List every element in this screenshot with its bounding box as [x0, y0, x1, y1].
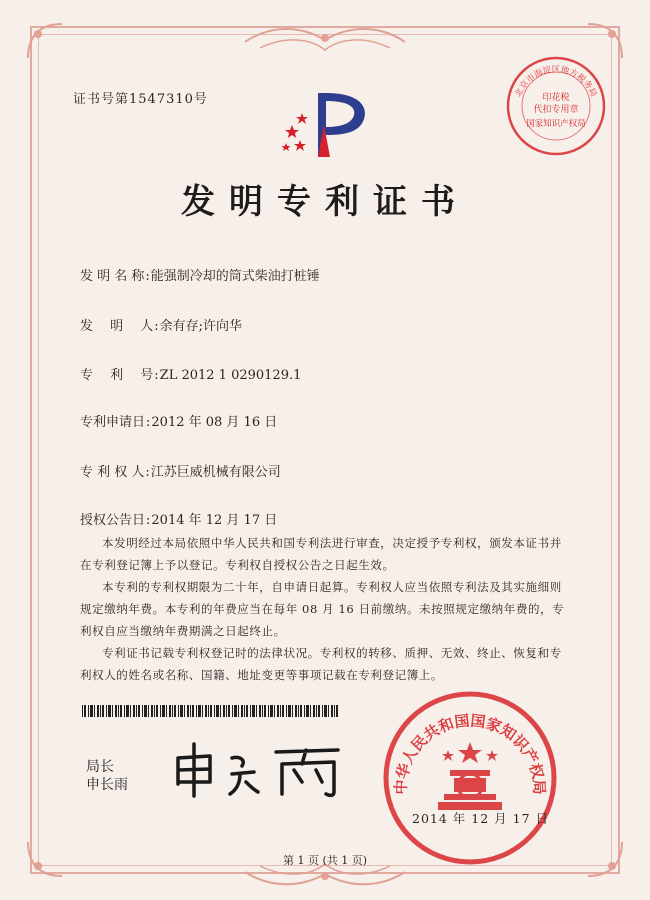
field-label: 专 利 号 [80, 368, 154, 383]
field-label: 专利申请日 [80, 415, 146, 430]
director-name: 申长雨 [86, 777, 128, 793]
field-value: 余有存;许向华 [159, 319, 243, 334]
field-label: 发 明 人 [80, 319, 154, 334]
field-value: 2014 年 12 月 17 日 [151, 513, 278, 528]
field-value: 能强制冷却的筒式柴油打桩锤 [150, 269, 320, 284]
barcode [82, 705, 342, 717]
field-application-date: 专利申请日:2012 年 08 月 16 日 [80, 411, 277, 430]
field-inventors: 发 明 人:余有存;许向华 [80, 315, 242, 334]
seal-date: 2014 年 12 月 17 日 [412, 811, 549, 826]
certificate-body [80, 532, 570, 686]
tax-stamp-outer-text: 北京市海淀区地方税务局 [513, 65, 599, 99]
tax-stamp-line1: 印花税 [542, 93, 570, 103]
field-label: 发 明 名 称 [80, 269, 145, 284]
tax-stamp-icon [504, 54, 608, 158]
field-value: 江苏巨威机械有限公司 [150, 465, 281, 480]
body-paragraph: 本发明经过本局依照中华人民共和国专利法进行审查，决定授予专利权，颁发本证书并在专利登记簿上予以登记。专利权自授权公告之日起生效。 [80, 536, 562, 572]
director-signature-icon [170, 738, 350, 800]
patent-office-logo-icon [278, 85, 398, 165]
seal-text: 中华人民共和国国家知识产权局 [391, 711, 549, 795]
field-value: ZL 2012 1 0290129.1 [159, 368, 302, 383]
field-patentee: 专 利 权 人:江苏巨威机械有限公司 [80, 461, 281, 480]
page-number: 第 1 页 (共 1 页) [282, 854, 368, 867]
corner-ornament-tl [24, 20, 66, 62]
certificate-title: 发明专利证书 [181, 182, 469, 222]
field-invention-name: 发 明 名 称:能强制冷却的筒式柴油打桩锤 [80, 265, 320, 284]
certificate-number: 证书号第1547310号 [73, 92, 208, 107]
field-patent-number: 专 利 号:ZL 2012 1 0290129.1 [80, 364, 301, 383]
field-grant-date: 授权公告日:2014 年 12 月 17 日 [80, 509, 277, 528]
tax-stamp-line2: 代扣专用章 [533, 105, 579, 115]
body-paragraph: 本专利的专利权期限为二十年，自申请日起算。专利权人应当依照专利法及其实施细则规定缴纳年费。本专利的年费应当在每年 08 月 16 日前缴纳。未按照规定缴纳年费的，专利权自应当缴纳年费期满之日起终止。 [80, 580, 565, 638]
tax-stamp-line3: 国家知识产权局 [526, 119, 586, 129]
top-ornament [240, 20, 410, 60]
field-label: 专 利 权 人 [80, 465, 145, 480]
office-seal-icon [382, 690, 558, 866]
field-value: 2012 年 08 月 16 日 [151, 415, 278, 430]
field-label: 授权公告日 [80, 513, 146, 528]
body-paragraph: 专利证书记载专利权登记时的法律状况。专利权的转移、质押、无效、终止、恢复和专利权人的姓名或名称、国籍、地址变更等事项记载在专利登记簿上。 [80, 646, 562, 682]
director-label: 局长 [86, 759, 114, 775]
